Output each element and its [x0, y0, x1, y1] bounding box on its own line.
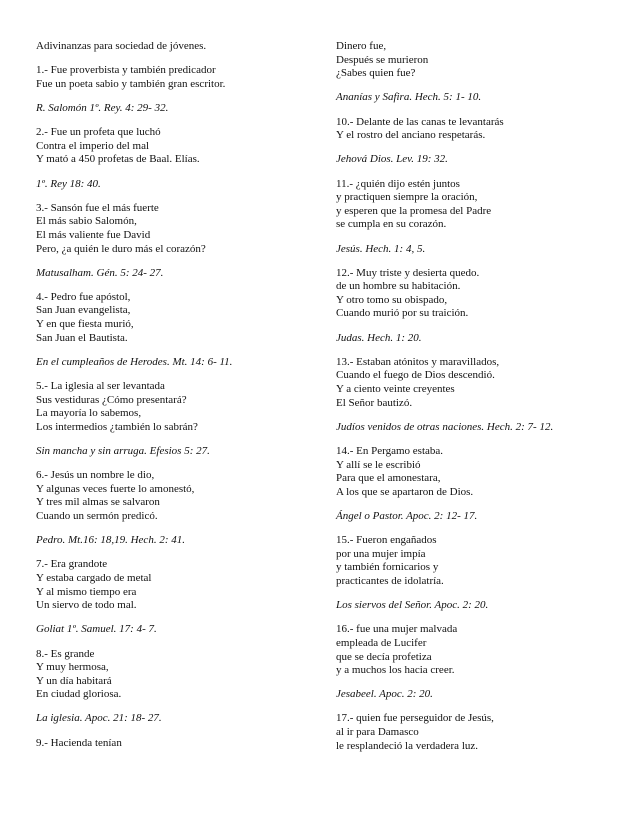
block-gap	[336, 678, 626, 689]
riddle-line: Y el rostro del anciano respetarás.	[336, 129, 486, 142]
riddle-line: Y al mismo tiempo era	[36, 585, 137, 598]
riddle-line: ¿Sabes quien fue?	[336, 67, 416, 80]
block-gap	[36, 726, 312, 737]
answer-reference: Matusalham. Gén. 5: 24- 27.	[36, 266, 164, 279]
answer-reference: Goliat 1º. Samuel. 17: 4- 7.	[36, 623, 157, 636]
riddle-line: San Juan evangelista,	[36, 304, 131, 317]
answer-reference: La iglesia. Apoc. 21: 18- 27.	[36, 712, 162, 725]
riddle-line: La mayoría lo sabemos,	[36, 407, 142, 420]
answer-reference: Jehová Dios. Lev. 19: 32.	[336, 153, 448, 166]
riddle-line: 5.- La iglesia al ser levantada	[36, 380, 165, 393]
block-gap	[36, 280, 312, 291]
answer-reference: R. Salomón 1º. Rey. 4: 29- 32.	[36, 101, 169, 114]
riddle-line: Pero, ¿a quién le duro más el corazón?	[36, 242, 206, 255]
block-gap	[36, 459, 312, 470]
block-gap	[36, 702, 312, 713]
riddle-line: Contra el imperio del mal	[36, 139, 150, 152]
block-gap	[36, 524, 312, 535]
block-gap	[336, 105, 626, 116]
block-gap	[336, 81, 626, 92]
riddle-line: Cuando un sermón predicó.	[36, 509, 158, 522]
answer-reference: Jesús. Hech. 1: 4, 5.	[336, 242, 426, 255]
answer-reference: Sin mancha y sin arruga. Efesios 5: 27.	[36, 445, 210, 457]
block-gap	[36, 434, 312, 445]
block-gap	[336, 524, 626, 535]
riddle-line: que se decía profetiza	[336, 650, 432, 663]
riddle-line: 10.- Delante de las canas te levantarás	[336, 115, 504, 128]
riddle-line: Cuando el fuego de Dios descendió.	[336, 369, 495, 382]
riddle-line: Un siervo de todo mal.	[36, 599, 137, 612]
riddle-line: Y muy hermosa,	[36, 661, 109, 674]
document-title: Adivinanzas para sociedad de jóvenes.	[36, 40, 207, 52]
block-gap	[36, 613, 312, 624]
riddle-line: y también fornicarios y	[336, 561, 439, 574]
riddle-line: Cuando murió por su traición.	[336, 307, 469, 320]
riddle-line: Después se murieron	[336, 53, 429, 66]
riddle-line: de un hombre su habitación.	[336, 280, 461, 293]
riddle-line: Dinero fue,	[336, 40, 387, 52]
block-gap	[336, 499, 626, 510]
riddle-line: 2.- Fue un profeta que luchó	[36, 126, 161, 139]
answer-reference: 1º. Rey 18: 40.	[36, 177, 101, 190]
riddle-line: 4.- Pedro fue apóstol,	[36, 290, 131, 303]
answer-reference: Jesabeel. Apoc. 2: 20.	[336, 688, 433, 701]
riddle-line: Y algunas veces fuerte lo amonestó,	[36, 482, 195, 495]
answer-reference: Ananías y Safira. Hech. 5: 1- 10.	[336, 91, 482, 104]
block-gap	[36, 637, 312, 648]
riddle-line: por una mujer impía	[336, 547, 426, 560]
answer-reference: Pedro. Mt.16: 18,19. Hech. 2: 41.	[36, 534, 185, 547]
block-gap	[36, 167, 312, 178]
riddle-line: Y un día habitará	[36, 674, 112, 687]
block-gap	[336, 702, 626, 713]
answer-reference: Los siervos del Señor. Apoc. 2: 20.	[336, 599, 489, 612]
block-gap	[336, 321, 626, 332]
riddle-line: El más valiente fue David	[36, 228, 151, 241]
riddle-line: 13.- Estaban atónitos y maravillados,	[336, 355, 500, 368]
right-column	[336, 40, 626, 753]
riddle-line: 8.- Es grande	[36, 647, 95, 660]
riddle-line: practicantes de idolatría.	[336, 574, 444, 587]
riddle-line: al ir para Damasco	[336, 726, 419, 739]
riddle-line: El Señor bautizó.	[336, 396, 413, 409]
riddle-line: le resplandeció la verdadera luz.	[336, 739, 479, 752]
riddle-line: Y tres mil almas se salvaron	[36, 496, 160, 509]
riddle-line: Y mató a 450 profetas de Baal. Elías.	[36, 153, 200, 166]
answer-reference: Judíos venidos de otras naciones. Hech. 2: 7- 12.	[336, 420, 554, 433]
riddle-line: 15.- Fueron engañados	[336, 534, 437, 547]
riddle-line: 12.- Muy triste y desierta quedo.	[336, 266, 480, 279]
riddle-line: 11.- ¿quién dijo estén juntos	[336, 177, 460, 190]
riddle-line: El más sabio Salomón,	[36, 215, 137, 228]
riddle-line: 9.- Hacienda tenían	[36, 736, 122, 749]
riddle-line: Sus vestiduras ¿Cómo presentará?	[36, 393, 187, 406]
block-gap	[36, 116, 312, 127]
left-riddles	[36, 64, 312, 750]
block-gap	[336, 410, 626, 421]
riddle-line: Y otro tomo su obispado,	[336, 293, 448, 306]
riddle-line: Y allí se le escribió	[336, 458, 421, 471]
block-gap	[36, 369, 312, 380]
block-gap	[36, 345, 312, 356]
right-riddles	[336, 40, 626, 753]
riddle-line: En ciudad gloriosa.	[36, 688, 122, 701]
block-gap	[36, 91, 312, 102]
riddle-line: y practiquen siempre la oración,	[336, 191, 478, 204]
riddle-line: se cumpla en su corazón.	[336, 218, 447, 231]
block-gap	[336, 232, 626, 243]
riddle-line: 14.- En Pergamo estaba.	[336, 445, 444, 457]
block-gap	[36, 548, 312, 559]
riddle-line: 17.- quien fue perseguidor de Jesús,	[336, 712, 494, 725]
answer-reference: En el cumpleaños de Herodes. Mt. 14: 6- 11.	[36, 355, 233, 368]
riddle-line: Y estaba cargado de metal	[36, 571, 152, 584]
answer-reference: Judas. Hech. 1: 20.	[336, 331, 422, 344]
block-gap	[336, 345, 626, 356]
block-gap	[36, 191, 312, 202]
left-column	[36, 40, 312, 750]
block-gap	[336, 434, 626, 445]
riddle-line: 1.- Fue proverbista y también predicador	[36, 64, 216, 77]
riddle-line: A los que se apartaron de Dios.	[336, 485, 474, 498]
riddle-line: 3.- Sansón fue el más fuerte	[36, 201, 159, 214]
riddle-line: Y en que fiesta murió,	[36, 318, 134, 331]
riddle-line: Y a ciento veinte creyentes	[336, 383, 455, 396]
riddle-line: empleada de Lucifer	[336, 636, 427, 649]
riddle-line: y a muchos los hacia creer.	[336, 664, 455, 677]
riddle-line: 16.- fue una mujer malvada	[336, 623, 458, 636]
riddle-line: Los intermedios ¿también lo sabrán?	[36, 420, 198, 433]
riddle-line: San Juan el Bautista.	[36, 331, 128, 344]
block-gap	[336, 256, 626, 267]
riddle-line: Fue un poeta sabio y también gran escritor.	[36, 77, 226, 90]
riddle-line: 7.- Era grandote	[36, 558, 108, 571]
answer-reference: Ángel o Pastor. Apoc. 2: 12- 17.	[336, 509, 478, 522]
block-gap	[336, 167, 626, 178]
block-gap	[336, 143, 626, 154]
block-gap	[336, 589, 626, 600]
block-gap	[336, 613, 626, 624]
riddle-line: y esperen que la promesa del Padre	[336, 204, 492, 217]
riddle-line: 6.- Jesús un nombre le dio,	[36, 469, 155, 482]
block-gap	[36, 256, 312, 267]
riddle-line: Para que el amonestara,	[336, 472, 441, 485]
